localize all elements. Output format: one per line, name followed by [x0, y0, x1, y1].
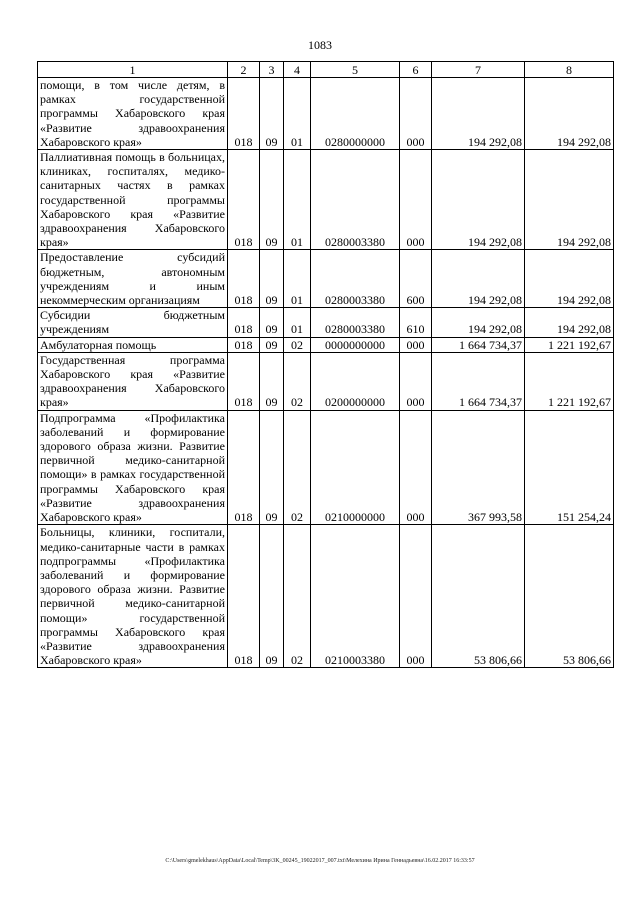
row-target-code: 0280003380 [311, 308, 400, 337]
row-target-code: 0280000000 [311, 78, 400, 150]
table-row [38, 78, 614, 150]
header-cell: 8 [525, 62, 614, 78]
row-expense-type-code: 000 [400, 150, 432, 250]
header-cell: 4 [284, 62, 311, 78]
row-expense-type-code: 000 [400, 337, 432, 352]
row-target-code: 0200000000 [311, 352, 400, 410]
table-row [38, 308, 614, 337]
table-row [38, 250, 614, 308]
row-amount-2: 1 221 192,67 [525, 352, 614, 410]
row-subsection-code: 02 [284, 525, 311, 668]
row-name: Амбулаторная помощь [38, 337, 228, 352]
row-target-code: 0210000000 [311, 410, 400, 525]
row-amount-2: 194 292,08 [525, 78, 614, 150]
row-ministry-code: 018 [228, 250, 260, 308]
row-amount-1: 1 664 734,37 [432, 352, 525, 410]
row-section-code: 09 [260, 250, 284, 308]
row-name: Субсидии бюджетным учреждениям [38, 308, 228, 337]
row-amount-2: 151 254,24 [525, 410, 614, 525]
row-subsection-code: 01 [284, 78, 311, 150]
row-amount-2: 1 221 192,67 [525, 337, 614, 352]
page-number: 1083 [308, 38, 332, 52]
row-amount-1: 194 292,08 [432, 150, 525, 250]
row-amount-1: 1 664 734,37 [432, 337, 525, 352]
row-name: Подпрограмма «Профилактика заболеваний и формирование здорового образа жизни. Развитие первичной медико-санитарной помощи» в рамках государственной программы Хабаровского края «Развитие здравоохранения Хабаровского края» [38, 410, 228, 525]
row-subsection-code: 02 [284, 352, 311, 410]
row-amount-1: 53 806,66 [432, 525, 525, 668]
table-row [38, 352, 614, 410]
row-subsection-code: 01 [284, 150, 311, 250]
row-ministry-code: 018 [228, 308, 260, 337]
row-target-code: 0210003380 [311, 525, 400, 668]
row-section-code: 09 [260, 337, 284, 352]
table-row [38, 150, 614, 250]
row-name: Государственная программа Хабаровского края «Развитие здравоохранения Хабаровского края» [38, 352, 228, 410]
row-amount-2: 194 292,08 [525, 308, 614, 337]
row-expense-type-code: 000 [400, 410, 432, 525]
row-subsection-code: 01 [284, 250, 311, 308]
row-section-code: 09 [260, 352, 284, 410]
table-row [38, 525, 614, 668]
row-amount-2: 194 292,08 [525, 250, 614, 308]
row-expense-type-code: 600 [400, 250, 432, 308]
row-name: Больницы, клиники, госпитали, медико-санитарные части в рамках подпрограммы «Профилактика заболеваний и формирование здорового образа жизни. Развитие первичной медико-санитарной помощи» государственной программы Хабаровского края «Развитие здравоохранения Хабаровского края» [38, 525, 228, 668]
header-cell: 1 [38, 62, 228, 78]
row-subsection-code: 02 [284, 337, 311, 352]
row-name: Предоставление субсидий бюджетным, автономным учреждениям и иным некоммерческим организациям [38, 250, 228, 308]
row-amount-1: 194 292,08 [432, 250, 525, 308]
row-expense-type-code: 000 [400, 352, 432, 410]
header-cell: 6 [400, 62, 432, 78]
header-cell: 5 [311, 62, 400, 78]
header-cell: 2 [228, 62, 260, 78]
row-expense-type-code: 000 [400, 525, 432, 668]
row-target-code: 0280003380 [311, 150, 400, 250]
row-name: Паллиативная помощь в больницах, клиниках, госпиталях, медико-санитарных частях в рамках государственной программы Хабаровского края «Развитие здравоохранения Хабаровского края» [38, 150, 228, 250]
row-ministry-code: 018 [228, 410, 260, 525]
row-target-code: 0000000000 [311, 337, 400, 352]
row-ministry-code: 018 [228, 150, 260, 250]
row-section-code: 09 [260, 410, 284, 525]
row-ministry-code: 018 [228, 525, 260, 668]
row-amount-2: 53 806,66 [525, 525, 614, 668]
row-target-code: 0280003380 [311, 250, 400, 308]
row-section-code: 09 [260, 308, 284, 337]
row-section-code: 09 [260, 525, 284, 668]
row-amount-2: 194 292,08 [525, 150, 614, 250]
table-row [38, 337, 614, 352]
footer-file-path: C:\Users\gmelekhaus\AppData\Local\Temp\3K_00245_19022017_007.txt\Мелехина Ирина Геннадьевна\16.02.2017 16:33:57 [165, 858, 475, 864]
row-expense-type-code: 000 [400, 78, 432, 150]
table-row [38, 410, 614, 525]
row-amount-1: 194 292,08 [432, 78, 525, 150]
header-row [38, 62, 614, 78]
row-section-code: 09 [260, 150, 284, 250]
row-subsection-code: 01 [284, 308, 311, 337]
row-ministry-code: 018 [228, 352, 260, 410]
budget-table [37, 61, 614, 668]
row-ministry-code: 018 [228, 337, 260, 352]
row-amount-1: 194 292,08 [432, 308, 525, 337]
header-cell: 7 [432, 62, 525, 78]
row-amount-1: 367 993,58 [432, 410, 525, 525]
header-cell: 3 [260, 62, 284, 78]
row-subsection-code: 02 [284, 410, 311, 525]
row-ministry-code: 018 [228, 78, 260, 150]
row-section-code: 09 [260, 78, 284, 150]
row-name: помощи, в том числе детям, в рамках государственной программы Хабаровского края «Развитие здравоохранения Хабаровского края» [38, 78, 228, 150]
row-expense-type-code: 610 [400, 308, 432, 337]
